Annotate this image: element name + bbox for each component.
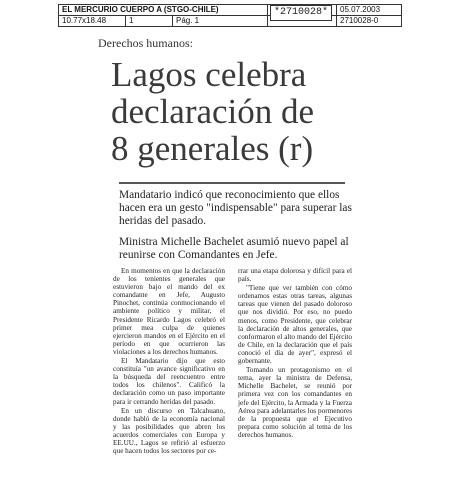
- edition-number: 1: [126, 16, 173, 27]
- page-number: Pág. 1: [173, 16, 268, 27]
- paragraph: rrar una etapa dolorosa y difícil para el país.: [238, 267, 352, 284]
- paragraph: El Mandatario dijo que esto constituía "un avance significativo en la búsqueda del reencuentro entre todos los chilenos". Calificó la declaración como un paso importante para ir cerrando heridas del pasado.: [113, 357, 225, 406]
- subheadline-1: Mandatario indicó que reconocimiento que ellos hacen era un gesto "indispensable" para superar las heridas del pasado.: [119, 189, 352, 227]
- reference-number: 2710028-0: [337, 16, 402, 27]
- headline-line-2: declaración de: [111, 92, 315, 131]
- headline-divider: [119, 182, 345, 184]
- section-label: Derechos humanos:: [98, 36, 193, 50]
- paragraph: En momentos en que la declaración de los tenientes generales que estuvieron bajo el mando del ex comandante en Jefe, Augusto Pinochet, continúa conmocionando el ambiente político y militar, el Presidente Ricardo Lagos celebró el primer mea culpa de quienes ejercieron mandos en el Ejército en el período en que ocurrieron las violaciones a los derechos humanos.: [113, 267, 225, 356]
- date: 05.07.2003: [337, 5, 402, 16]
- clipping-header: [58, 4, 402, 27]
- article-column-1: [113, 267, 225, 456]
- publication-name: EL MERCURIO CUERPO A (STGO-CHILE): [59, 5, 268, 16]
- headline-line-3: 8 generales (r): [111, 129, 314, 168]
- paragraph: "Tiene que ver también con cómo ordenamos estas otras tareas, algunas tareas que vienen del pasado doloroso que nos dividió. Por eso, no puedo menos, como Presidente, que celebrar la declaración de altos generales, que conformaron el alto mando del Ejército de Chile, en la declaración que el país conoció el día de ayer", expresó el gobernante.: [238, 284, 352, 366]
- header-table: [58, 4, 402, 27]
- paragraph: En un discurso en Talcahuano, donde habló de la economía nacional y las posibilidades que abren los acuerdos comerciales con Europa y EE.UU., Lagos se refirió al esfuerzo que hacen todos los sectores por ce-: [113, 406, 225, 456]
- barcode-id: *2710028*: [270, 5, 332, 21]
- headline-line-1: Lagos celebra: [111, 55, 307, 94]
- subheadline-2: Ministra Michelle Bachelet asumió nuevo papel al reunirse con Comandantes en Jefe.: [119, 236, 349, 261]
- dimensions: 10.77x18.48: [59, 16, 126, 27]
- article-column-2: [238, 267, 352, 440]
- paragraph: Tomando un protagonismo en el tema, ayer la ministra de Defensa, Michelle Bachelet, se reunió por primera vez con los comandantes en jefe del Ejército, la Armada y la Fuerza Aérea para adelantarles los pormenores de la propuesta que el Ejecutivo prepara como solución al tema de los derechos humanos.: [238, 366, 352, 439]
- headline: [111, 56, 314, 167]
